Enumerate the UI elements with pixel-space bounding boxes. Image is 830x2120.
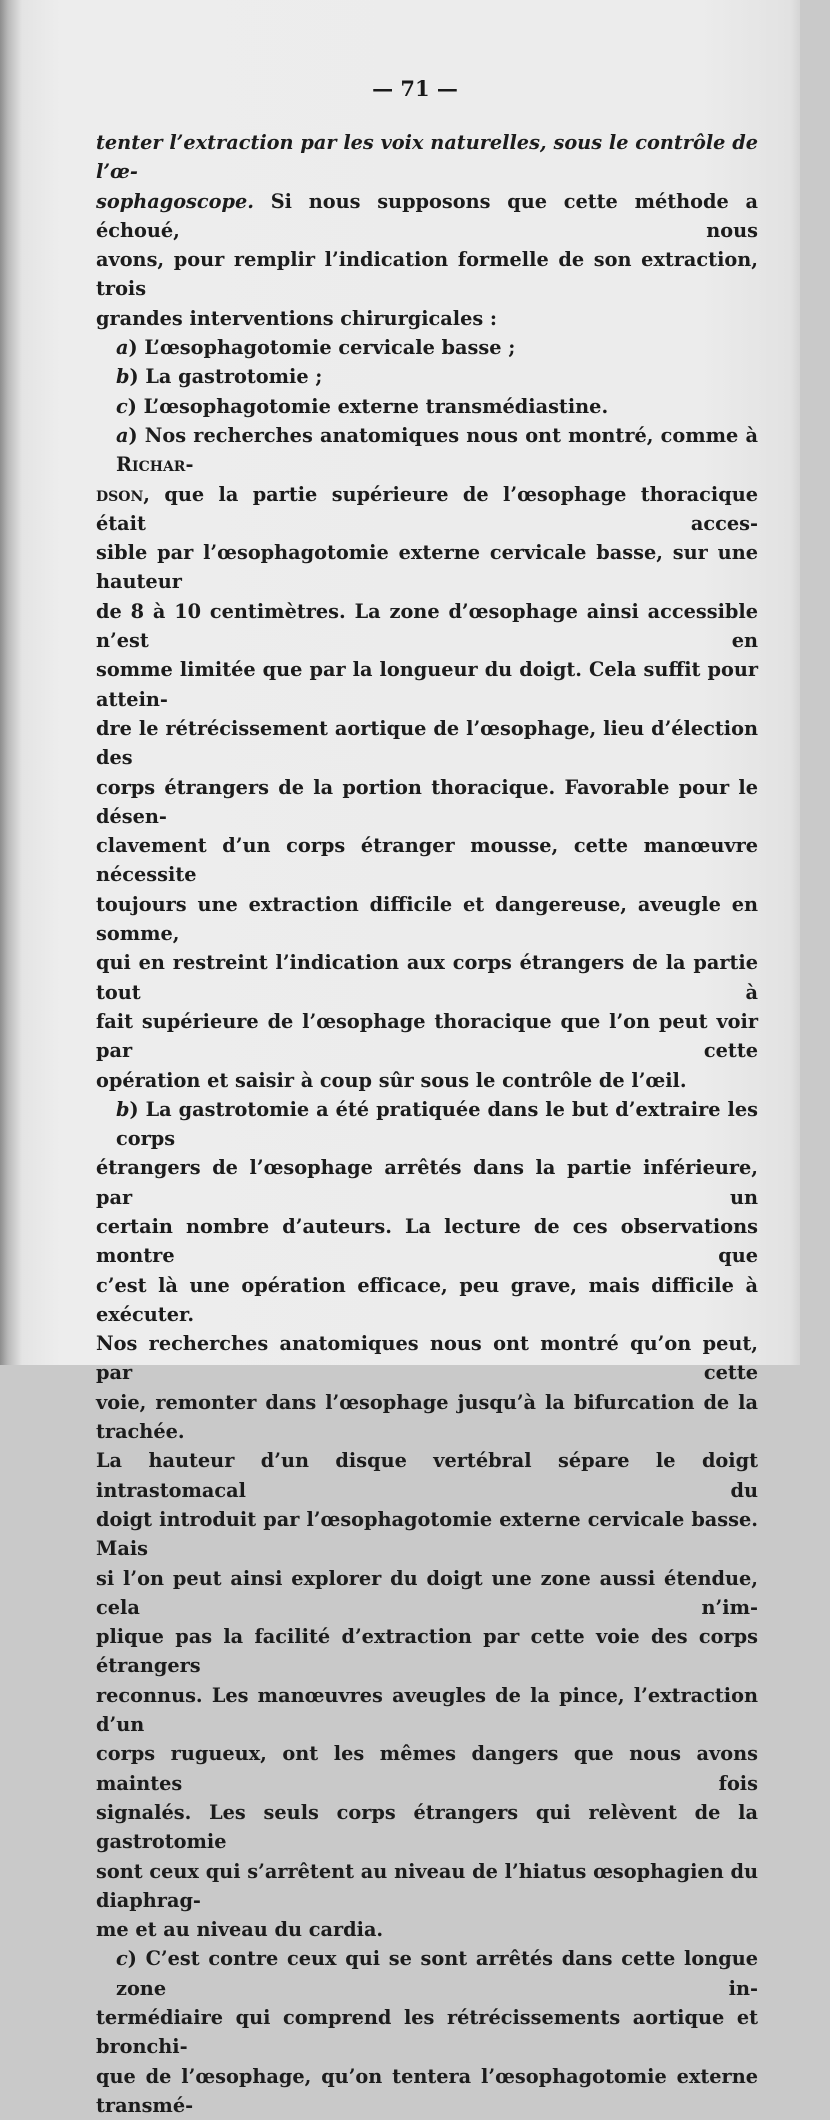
- text-line: [96, 1007, 758, 1066]
- text-run: b: [116, 1097, 130, 1121]
- text-run: termédiaire qui comprend les rétrécissements aortique et bronchi-: [96, 2006, 758, 2059]
- text-line: [96, 890, 758, 949]
- text-run: b: [116, 365, 130, 389]
- text-line: [96, 538, 758, 597]
- text-run: de 8 à 10 centimètres. La zone d’œsophage ainsi accessible n’est en: [96, 599, 758, 653]
- text-line: [96, 597, 758, 656]
- text-line: [96, 1153, 758, 1212]
- text-run: clavement d’un corps étranger mousse, cette manœuvre nécessite: [96, 834, 758, 887]
- text-run: a: [116, 423, 129, 447]
- text-run: doigt introduit par l’œsophagotomie externe cervicale basse. Mais: [96, 1507, 758, 1561]
- text-line: [96, 1857, 758, 1916]
- text-line: [96, 2062, 758, 2120]
- body-text: [96, 128, 758, 2120]
- text-run: si l’on peut ainsi explorer du doigt une zone aussi étendue, cela n’im-: [96, 1566, 758, 1619]
- text-line: [96, 773, 758, 832]
- text-run: qui en restreint l’indication aux corps étrangers de la partie tout à: [96, 951, 758, 1004]
- text-line: [96, 1739, 758, 1798]
- text-line: [96, 1915, 758, 1944]
- text-run: plique pas la facilité d’extraction par cette voie des corps étrangers: [96, 1625, 758, 1678]
- text-line: [96, 392, 758, 421]
- text-line: [96, 1944, 758, 2003]
- text-run: corps rugueux, ont les mêmes dangers que nous avons maintes fois: [96, 1742, 758, 1795]
- text-run: opération et saisir à coup sûr sous le contrôle de l’œil.: [96, 1068, 687, 1092]
- text-line: [96, 1212, 758, 1271]
- text-line: [96, 1066, 758, 1095]
- text-run: La hauteur d’un disque vertébral sépare le doigt intrastomacal du: [96, 1449, 758, 1502]
- text-run: corps étrangers de la portion thoracique. Favorable pour le désen-: [96, 775, 758, 828]
- text-run: Richar-: [116, 453, 194, 477]
- text-line: [96, 1564, 758, 1623]
- text-line: [96, 1798, 758, 1857]
- text-run: sible par l’œsophagotomie externe cervicale basse, sur une hauteur: [96, 541, 758, 594]
- text-run: ) La gastrotomie a été pratiquée dans le but d’extraire les corps: [116, 1097, 758, 1151]
- text-line: [96, 333, 758, 362]
- text-run: me et au niveau du cardia.: [96, 1918, 384, 1942]
- text-run: a: [116, 336, 129, 360]
- text-line: [96, 831, 758, 890]
- text-line: [96, 304, 758, 333]
- text-run: toujours une extraction difficile et dangereuse, aveugle en somme,: [96, 892, 758, 946]
- text-run: dre le rétrécissement aortique de l’œsophage, lieu d’élection des: [96, 716, 758, 770]
- text-run: fait supérieure de l’œsophage thoracique que l’on peut voir par cette: [96, 1009, 758, 1063]
- text-run: Nos recherches anatomiques nous ont montré qu’on peut, par cette: [96, 1332, 758, 1385]
- text-run: grandes interventions chirurgicales :: [96, 306, 498, 330]
- page-number: — 71 —: [372, 76, 458, 101]
- text-line: [96, 362, 758, 391]
- text-line: [96, 714, 758, 773]
- text-run: tenter l’extraction par les voix naturelles, sous le contrôle de l’œ-: [96, 131, 758, 184]
- text-run: sont ceux qui s’arrêtent au niveau de l’hiatus œsophagien du diaphrag-: [96, 1859, 758, 1912]
- text-run: reconnus. Les manœuvres aveugles de la pince, l’extraction d’un: [96, 1683, 758, 1737]
- text-run: ) C’est contre ceux qui se sont arrêtés dans cette longue zone in-: [116, 1947, 758, 2000]
- text-run: voie, remonter dans l’œsophage jusqu’à la bifurcation de la trachée.: [96, 1390, 758, 1444]
- text-line: [96, 948, 758, 1007]
- text-run: étrangers de l’œsophage arrêtés dans la partie inférieure, par un: [96, 1156, 758, 1209]
- text-run: c: [116, 1947, 128, 1971]
- text-line: [96, 480, 758, 539]
- text-line: [96, 1095, 758, 1154]
- text-run: que de l’œsophage, qu’on tentera l’œsophagotomie externe transmé-: [96, 2064, 758, 2117]
- text-line: [96, 421, 758, 480]
- text-line: [96, 655, 758, 714]
- text-run: avons, pour remplir l’indication formelle de son extraction, trois: [96, 248, 758, 301]
- text-line: [96, 187, 758, 246]
- text-run: signalés. Les seuls corps étrangers qui relèvent de la gastrotomie: [96, 1800, 758, 1854]
- text-line: [96, 245, 758, 304]
- text-line: [96, 1622, 758, 1681]
- text-line: [96, 1329, 758, 1388]
- text-line: [96, 1505, 758, 1564]
- text-line: [96, 2003, 758, 2062]
- text-run: ) L’œsophagotomie cervicale basse ;: [128, 336, 516, 360]
- text-line: [96, 1681, 758, 1740]
- text-run: sophagoscope.: [96, 189, 254, 213]
- text-line: [96, 128, 758, 187]
- text-run: , que la partie supérieure de l’œsophage thoracique était acces-: [96, 482, 758, 535]
- text-run: c’est là une opération efficace, peu grave, mais difficile à exécuter.: [96, 1273, 758, 1326]
- text-line: [96, 1271, 758, 1330]
- text-line: [96, 1446, 758, 1505]
- text-run: c: [116, 394, 128, 418]
- text-run: somme limitée que par la longueur du doigt. Cela suffit pour attein-: [96, 658, 758, 711]
- text-run: Si nous supposons que cette méthode a échoué, nous: [96, 189, 758, 242]
- text-run: ) L’œsophagotomie externe transmédiastine.: [127, 394, 609, 418]
- text-run: ) La gastrotomie ;: [129, 365, 323, 389]
- text-run: dson: [96, 482, 144, 506]
- text-line: [96, 1388, 758, 1447]
- text-run: certain nombre d’auteurs. La lecture de ces observations montre que: [96, 1214, 758, 1268]
- text-run: ) Nos recherches anatomiques nous ont montré, comme à: [128, 423, 758, 447]
